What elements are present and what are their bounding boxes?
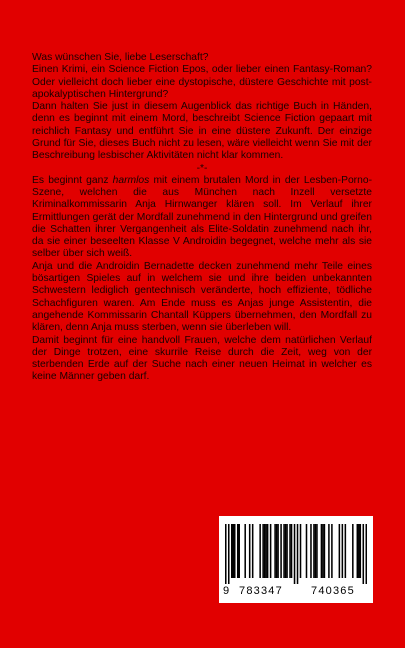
barcode-bar [331,524,333,578]
barcode-bar [228,524,230,584]
barcode-bar [316,524,318,578]
barcode-bar [274,524,276,578]
barcode-bar [328,524,330,578]
barcode-bar [300,524,302,578]
barcode-bar [360,524,362,578]
blurb-paragraph [32,335,372,384]
barcode-bar [357,524,359,578]
barcode-bar [262,524,264,578]
barcode-bar [286,524,288,578]
paragraph-text: Damit beginnt für eine handvoll Frauen, welche dem natürlichen Verlauf der Dinge trotzen, eine skurrile Reise durch die Zeit, weg von der sterbenden Erde auf der Suche nach einer neuen Heimat in welcher es keine Männer geben darf. [32,334,372,383]
barcode-bar [324,524,326,578]
barcode-left-group: 783347 [239,585,283,597]
barcode-bar [232,524,234,578]
barcode-bar [363,524,365,584]
barcode-bar [244,524,246,578]
blurb-paragraph [32,101,372,162]
barcode-bars [225,524,367,584]
barcode-bar [276,524,278,578]
blurb-paragraph [32,64,372,101]
barcode-bar [297,524,299,584]
barcode-bar [285,524,287,578]
barcode-bar [310,524,312,578]
paragraph-text: Was wünschen Sie, liebe Leserschaft? [32,52,209,63]
paragraph-text: Anja und die Androidin Bernadette decken zunehmend mehr Teile eines bösartigen Spieles auf in welchem sie und ihre beiden unbekannten Schwestern lediglich gentechnisch veränderte, hoch effiziente, tödliche Schachfiguren waren. Am Ende muss es Anjas junge Assistentin, die angehende Kommissarin Chantall Küppers übernehmen, den Mordfall zu klären, denn Anja muss sterben, wenn sie überleben will. [32,260,372,334]
barcode-bar [264,524,266,578]
barcode-bar [225,524,227,584]
barcode-bar [345,524,347,578]
barcode-bar [252,524,254,578]
barcode-bar [265,524,267,578]
blurb-paragraph [32,175,372,261]
paragraph-text: Es beginnt ganz [32,174,113,186]
barcode-bar [289,524,291,578]
barcode-bar [315,524,317,578]
barcode-bar [294,524,296,584]
blurb-paragraph [32,261,372,335]
section-separator: -*- [196,162,208,174]
barcode-bar [231,524,233,578]
barcode-bar [352,524,354,578]
barcode-digits [223,585,369,599]
barcode-right-group: 740365 [311,585,355,597]
emphasis-text: harmlos [112,174,150,186]
paragraph-text: Dann halten Sie just in diesem Augenblick das richtige Buch in Händen, denn es beginnt mit einem Mord, beschreibt Science Fiction gepaart mit reichlich Fantasy und entführt Sie in eine düstere Zukunft. Der einzige Grund für Sie, dieses Buch nicht zu lesen, wäre vielleicht wenn Sie mit der Beschreibung lesbischer Aktivitäten nicht klar kommen. [32,101,372,162]
barcode-bar [306,524,308,578]
barcode-bar [277,524,279,578]
barcode-bar [234,524,236,578]
barcode-bar [259,524,261,578]
barcode-bar [249,524,251,578]
barcode-bar [291,524,293,578]
barcode-bar [237,524,239,578]
barcode-first-digit: 9 [223,585,230,597]
barcode-bar [313,524,315,578]
barcode-bar [366,524,367,584]
barcode-bar [358,524,360,578]
isbn-barcode [219,516,373,603]
paragraph-text: mit einem brutalen Mord in der Lesben-Porno-Szene, welchen die aus München nach Inzell versetzte Kriminalkommissarin Anja Hirnwanger klären soll. Im Verlauf ihrer Ermittlungen gerät der Mordfall zunehmend in den Hintergrund und greifen die Schatten ihrer Vergangenheit als Elite-Soldatin zunehmend nach ihr, da sie einer beseelten Klasse V Androidin begegnet, welche mehr als sie selber über sich weiß. [32,174,372,260]
barcode-bar [270,524,272,578]
barcode-bar [267,524,269,578]
barcode-bar [283,524,285,578]
barcode-bar [339,524,341,578]
barcode-bar [280,524,282,578]
back-cover-blurb [32,52,372,384]
barcode-bar [238,524,240,578]
blurb-paragraph [32,52,372,64]
barcode-bar [321,524,323,578]
paragraph-text: Einen Krimi, ein Science Fiction Epos, oder lieber einen Fantasy-Roman? Oder vielleicht doch lieber eine dystopische, düstere Geschichte mit post-apokalyptischen Hintergrund? [32,64,372,100]
barcode-bar [322,524,324,578]
barcode-bar [342,524,344,578]
